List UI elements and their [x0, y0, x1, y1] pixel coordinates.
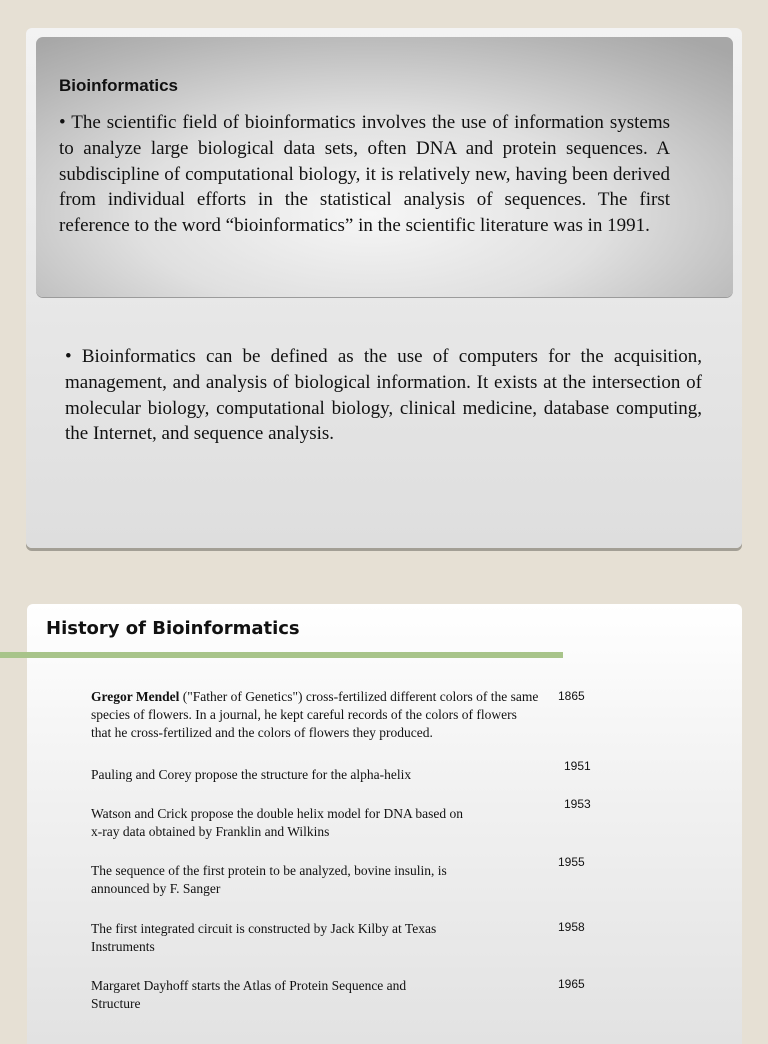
timeline-entry: Margaret Dayhoff starts the Atlas of Protein Sequence and Structure [91, 978, 407, 1011]
timeline-year: 1953 [564, 797, 591, 811]
slide-title: Bioinformatics [59, 76, 179, 95]
timeline-entry: The sequence of the first protein to be analyzed, bovine insulin, is announced by F. Sanger [91, 863, 447, 896]
title-underline [0, 652, 563, 658]
timeline-entry: Pauling and Corey propose the structure for the alpha-helix [91, 767, 412, 782]
timeline-entry-bold: Gregor Mendel [91, 689, 180, 704]
timeline-entry: Watson and Crick propose the double helix model for DNA based on x-ray data obtained by Franklin and Wilkins [91, 806, 463, 839]
bullet-paragraph-2: • Bioinformatics can be defined as the use of computers for the acquisition, management, and analysis of biological information. It exists at the intersection of molecular biology, computational biology, clinical medicine, database computing, the Internet, and sequence analysis. [65, 346, 702, 445]
timeline-entry: The first integrated circuit is constructed by Jack Kilby at Texas Instruments [91, 921, 437, 954]
timeline-year: 1865 [558, 689, 585, 703]
timeline-entry [91, 688, 539, 742]
timeline-year: 1955 [558, 855, 585, 869]
timeline-entry-text: ("Father of Genetics") cross-fertilized different colors of the same species of flowers. In a journal, he kept careful records of the colors of flowers that he cross-fertilized and the colors of flowers they produced. [91, 689, 539, 740]
bullet-paragraph-1: • The scientific field of bioinformatics involves the use of information systems to analyze large biological data sets, often DNA and protein sequences. A subdiscipline of computational biology, it is relatively new, having been derived from individual efforts in the statistical analysis of sequences. The first reference to the word “bioinformatics” in the scientific literature was in 1991. [59, 112, 670, 237]
slide-bioinformatics [26, 28, 742, 548]
timeline-year: 1958 [558, 920, 585, 934]
timeline-year: 1951 [564, 759, 591, 773]
timeline-year: 1965 [558, 977, 585, 991]
history-title: History of Bioinformatics [46, 618, 300, 639]
